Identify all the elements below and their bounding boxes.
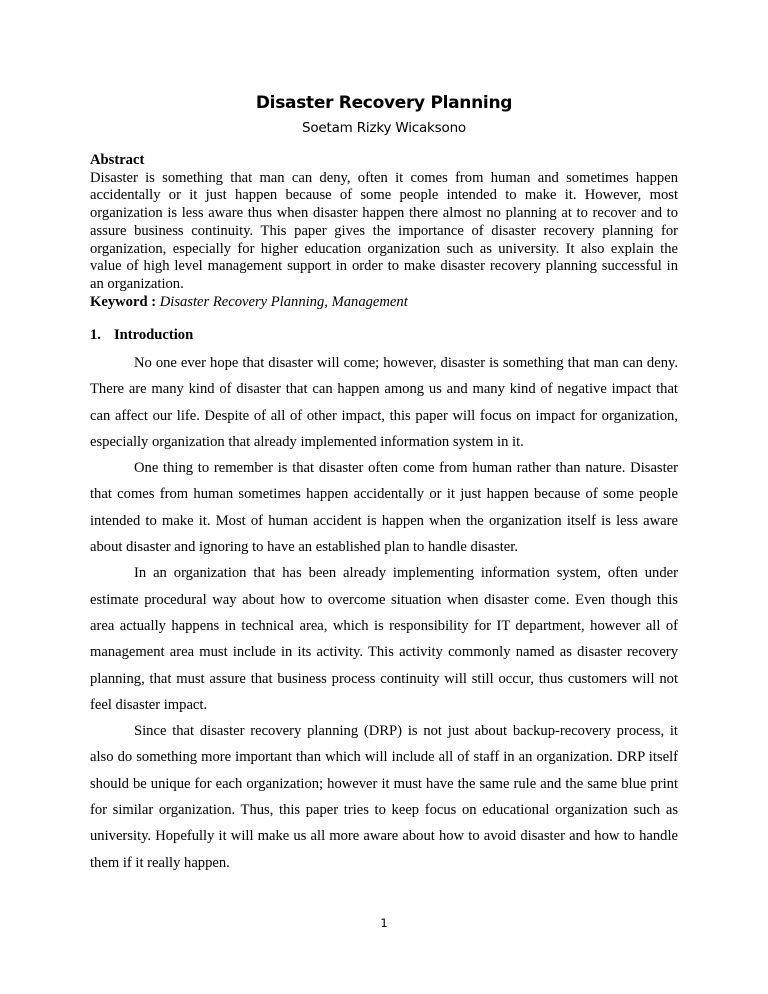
- abstract-text: Disaster is something that man can deny, often it comes from human and sometimes happen accidentally or it just happen because of some people intended to make it. However, most organization is less aware thus when disaster happen there almost no planning at to recover and to assure business continuity. This paper gives the importance of disaster recovery planning for organization, especially for higher education organization such as university. It also explain the value of high level management support in order to make disaster recovery planning successful in an organization.: [90, 169, 678, 292]
- section-number: 1.: [90, 327, 101, 343]
- paragraph: No one ever hope that disaster will come; however, disaster is something that man can deny. There are many kind of disaster that can happen among us and many kind of negative impact that can affect our life. Despite of all of other impact, this paper will focus on impact for organization, especially organization that already implemented information system in it.: [90, 355, 678, 450]
- keyword-value: Disaster Recovery Planning, Management: [159, 293, 408, 310]
- introduction-body: [90, 350, 678, 876]
- page-number: 1: [380, 916, 388, 930]
- abstract-section: [90, 152, 678, 311]
- section-title: Introduction: [114, 327, 194, 343]
- paper-title: Disaster Recovery Planning: [255, 93, 513, 113]
- abstract-heading: Abstract: [90, 152, 145, 168]
- author-name: Soetam Rizky Wicaksono: [301, 120, 466, 136]
- paragraph: Since that disaster recovery planning (DRP) is not just about backup-recovery process, it also do something more important than which will include all of staff in an organization. DRP itself should be unique for each organization; however it must have the same rule and the same blue print for similar organization. Thus, this paper tries to keep focus on educational organization such as university. Hopefully it will make us all more aware about how to avoid disaster and how to handle them if it really happen.: [90, 723, 678, 871]
- paragraph: One thing to remember is that disaster often come from human rather than nature. Disaster that comes from human sometimes happen accidentally or it just happen because of some people intended to make it. Most of human accident is happen when the organization itself is less aware about disaster and ignoring to have an established plan to handle disaster.: [90, 460, 678, 556]
- paragraph: In an organization that has been already implementing information system, often under estimate procedural way about how to overcome situation when disaster come. Even though this area actually happens in technical area, which is responsibility for IT department, however all of management area must include in its activity. This activity commonly named as disaster recovery planning, that must assure that business process continuity will still occur, thus customers will not feel disaster impact.: [90, 565, 678, 713]
- keyword-label: Keyword :: [90, 293, 157, 310]
- keyword-line: [90, 294, 678, 312]
- section-heading: [90, 326, 193, 344]
